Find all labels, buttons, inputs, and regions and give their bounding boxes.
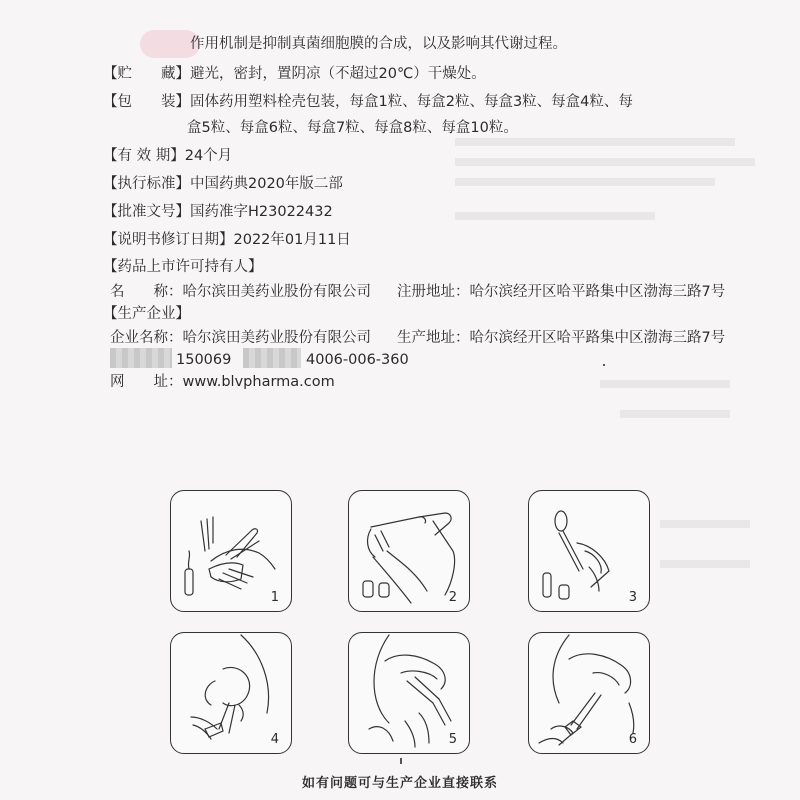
revision-date-text: 【说明书修订日期】2022年01月11日 [103,232,351,248]
redacted-label [243,348,301,368]
holder-address: 注册地址：哈尔滨经开区哈平路集中区渤海三路7号 [397,284,726,300]
step-number: 2 [448,590,457,605]
holder-header: 【药品上市许可持有人】 [103,259,263,275]
step-panel-3 [528,490,650,612]
step-panel-2 [348,490,470,612]
bleed-through-text [455,178,715,186]
step-number: 4 [270,732,279,747]
standard-text: 【执行标准】中国药典2020年版二部 [103,176,343,192]
package-text-1: 【包 装】固体药用塑料栓壳包装，每盒1粒、每盒2粒、每盒3粒、每盒4粒、每 [103,94,633,110]
maker-name: 企业名称：哈尔滨田美药业股份有限公司 [110,330,371,346]
phone-text: 4006-006-360 [306,352,409,368]
step-panel-6 [528,632,650,754]
bleed-through-text [620,410,730,418]
step-number: 3 [628,590,637,605]
maker-header: 【生产企业】 [103,306,190,322]
ink-dot [400,758,402,764]
storage-text: 【贮 藏】避光，密封，置阴凉（不超过20℃）干燥处。 [103,66,486,82]
approval-number-text: 【批准文号】国药准字H23022432 [103,204,333,220]
package-text-2: 盒5粒、每盒6粒、每盒7粒、每盒8粒、每盒10粒。 [187,120,518,136]
postcode-text: 150069 [176,352,232,368]
contact-footer: 如有问题可与生产企业直接联系 [301,776,498,791]
maker-address: 生产地址：哈尔滨经开区哈平路集中区渤海三路7号 [397,330,726,346]
bleed-through-text [455,212,655,220]
bleed-through-text [600,380,730,388]
bleed-through-text [660,520,750,528]
step-panel-1 [170,490,292,612]
bleed-through-text [660,560,750,568]
bleed-through-text [455,138,735,146]
step-panel-5 [348,632,470,754]
ink-dot [603,364,605,366]
holder-name: 名 称：哈尔滨田美药业股份有限公司 [110,284,371,300]
step-number: 5 [448,732,457,747]
step-panel-4 [170,632,292,754]
website-text: 网 址：www.blvpharma.com [110,374,335,390]
bleed-through-text [455,158,755,166]
step-number: 1 [270,590,279,605]
mechanism-text: 作用机制是抑制真菌细胞膜的合成，以及影响其代谢过程。 [190,36,567,52]
validity-text: 【有 效 期】24个月 [103,148,233,164]
redacted-label [110,348,172,368]
step-number: 6 [628,732,637,747]
